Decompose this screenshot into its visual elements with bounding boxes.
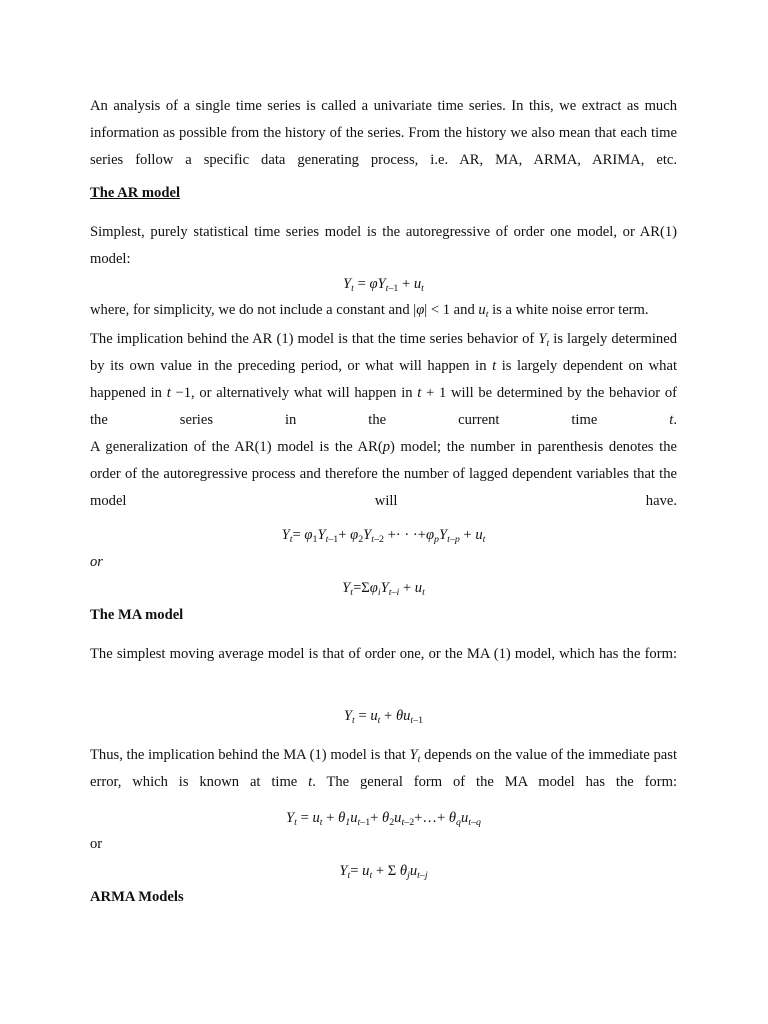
ar-implication-paragraph: The implication behind the AR (1) model is that the time series behavior of $Y_t$ is largely determined by its own value in the preceding period, or what will happen in t is largely dependent on what happened in t −1, or alternatively what will happen in t + 1 will be determined by the behavior of the series in the current time t. (90, 331, 678, 428)
ar-model-heading-text: The AR model (90, 185, 180, 201)
ar1-equation: $Y_t = \varphi Y_{t-1} + u_t$ (343, 276, 424, 294)
or-connector-1: or (90, 554, 103, 570)
arp-equation: $Y_t= \varphi_1Y_{t-1}+ \varphi_2Y_{t-2}$ +· · $\cdot+\varphi_pY_{t-p} + u_t$ (281, 527, 486, 545)
ar-intro-paragraph: Simplest, purely statistical time series model is the autoregressive of order one model, or AR(1) model: (90, 224, 677, 267)
ma-model-heading: The MA model (90, 607, 184, 623)
arma-models-heading: ARMA Models (90, 889, 184, 905)
or-connector-2: or (90, 836, 103, 852)
intro-paragraph: An analysis of a single time series is called a univariate time series. In this, we extract as much information as possible from the history of the series. From the history we also mean that each time series follow a specific data generating process, i.e. AR, MA, ARMA, ARIMA, etc. (90, 98, 677, 168)
ma-intro-paragraph: The simplest moving average model is that of order one, or the MA (1) model, which has the form: (90, 646, 677, 662)
ar-generalization-paragraph: A generalization of the AR(1) model is the AR(p) model; the number in parenthesis denotes the order of the autoregressive process and therefore the number of lagged dependent variables that the model will have. (90, 439, 677, 509)
ar-constant-note: where, for simplicity, we do not include a constant and |φ| < 1 and $u_t$ is a white noise error term. (90, 302, 649, 320)
ma-implication-paragraph: Thus, the implication behind the MA (1) model is that $Y_t$ depends on the value of the immediate past error, which is known at time t. The general form of the MA model has the form: (90, 747, 677, 790)
ar-model-heading (90, 183, 677, 203)
maq-equation: $Y_t = u_t + \theta_1u_{t-1}+$ $\theta_2u_{t-2}+\dots+ \theta_qu_{t-q}$ (286, 810, 481, 828)
ma1-equation: $Y_t = u_t + \theta u_{t-1}$ (343, 708, 424, 726)
ma-sum-equation: $Y_t= u_t + \Sigma$ $\theta_ju_{t-j}$ (339, 863, 428, 881)
ar-sum-equation: $Y_t=\Sigma\varphi_iY_{t-i} + u_t$ (342, 580, 425, 598)
